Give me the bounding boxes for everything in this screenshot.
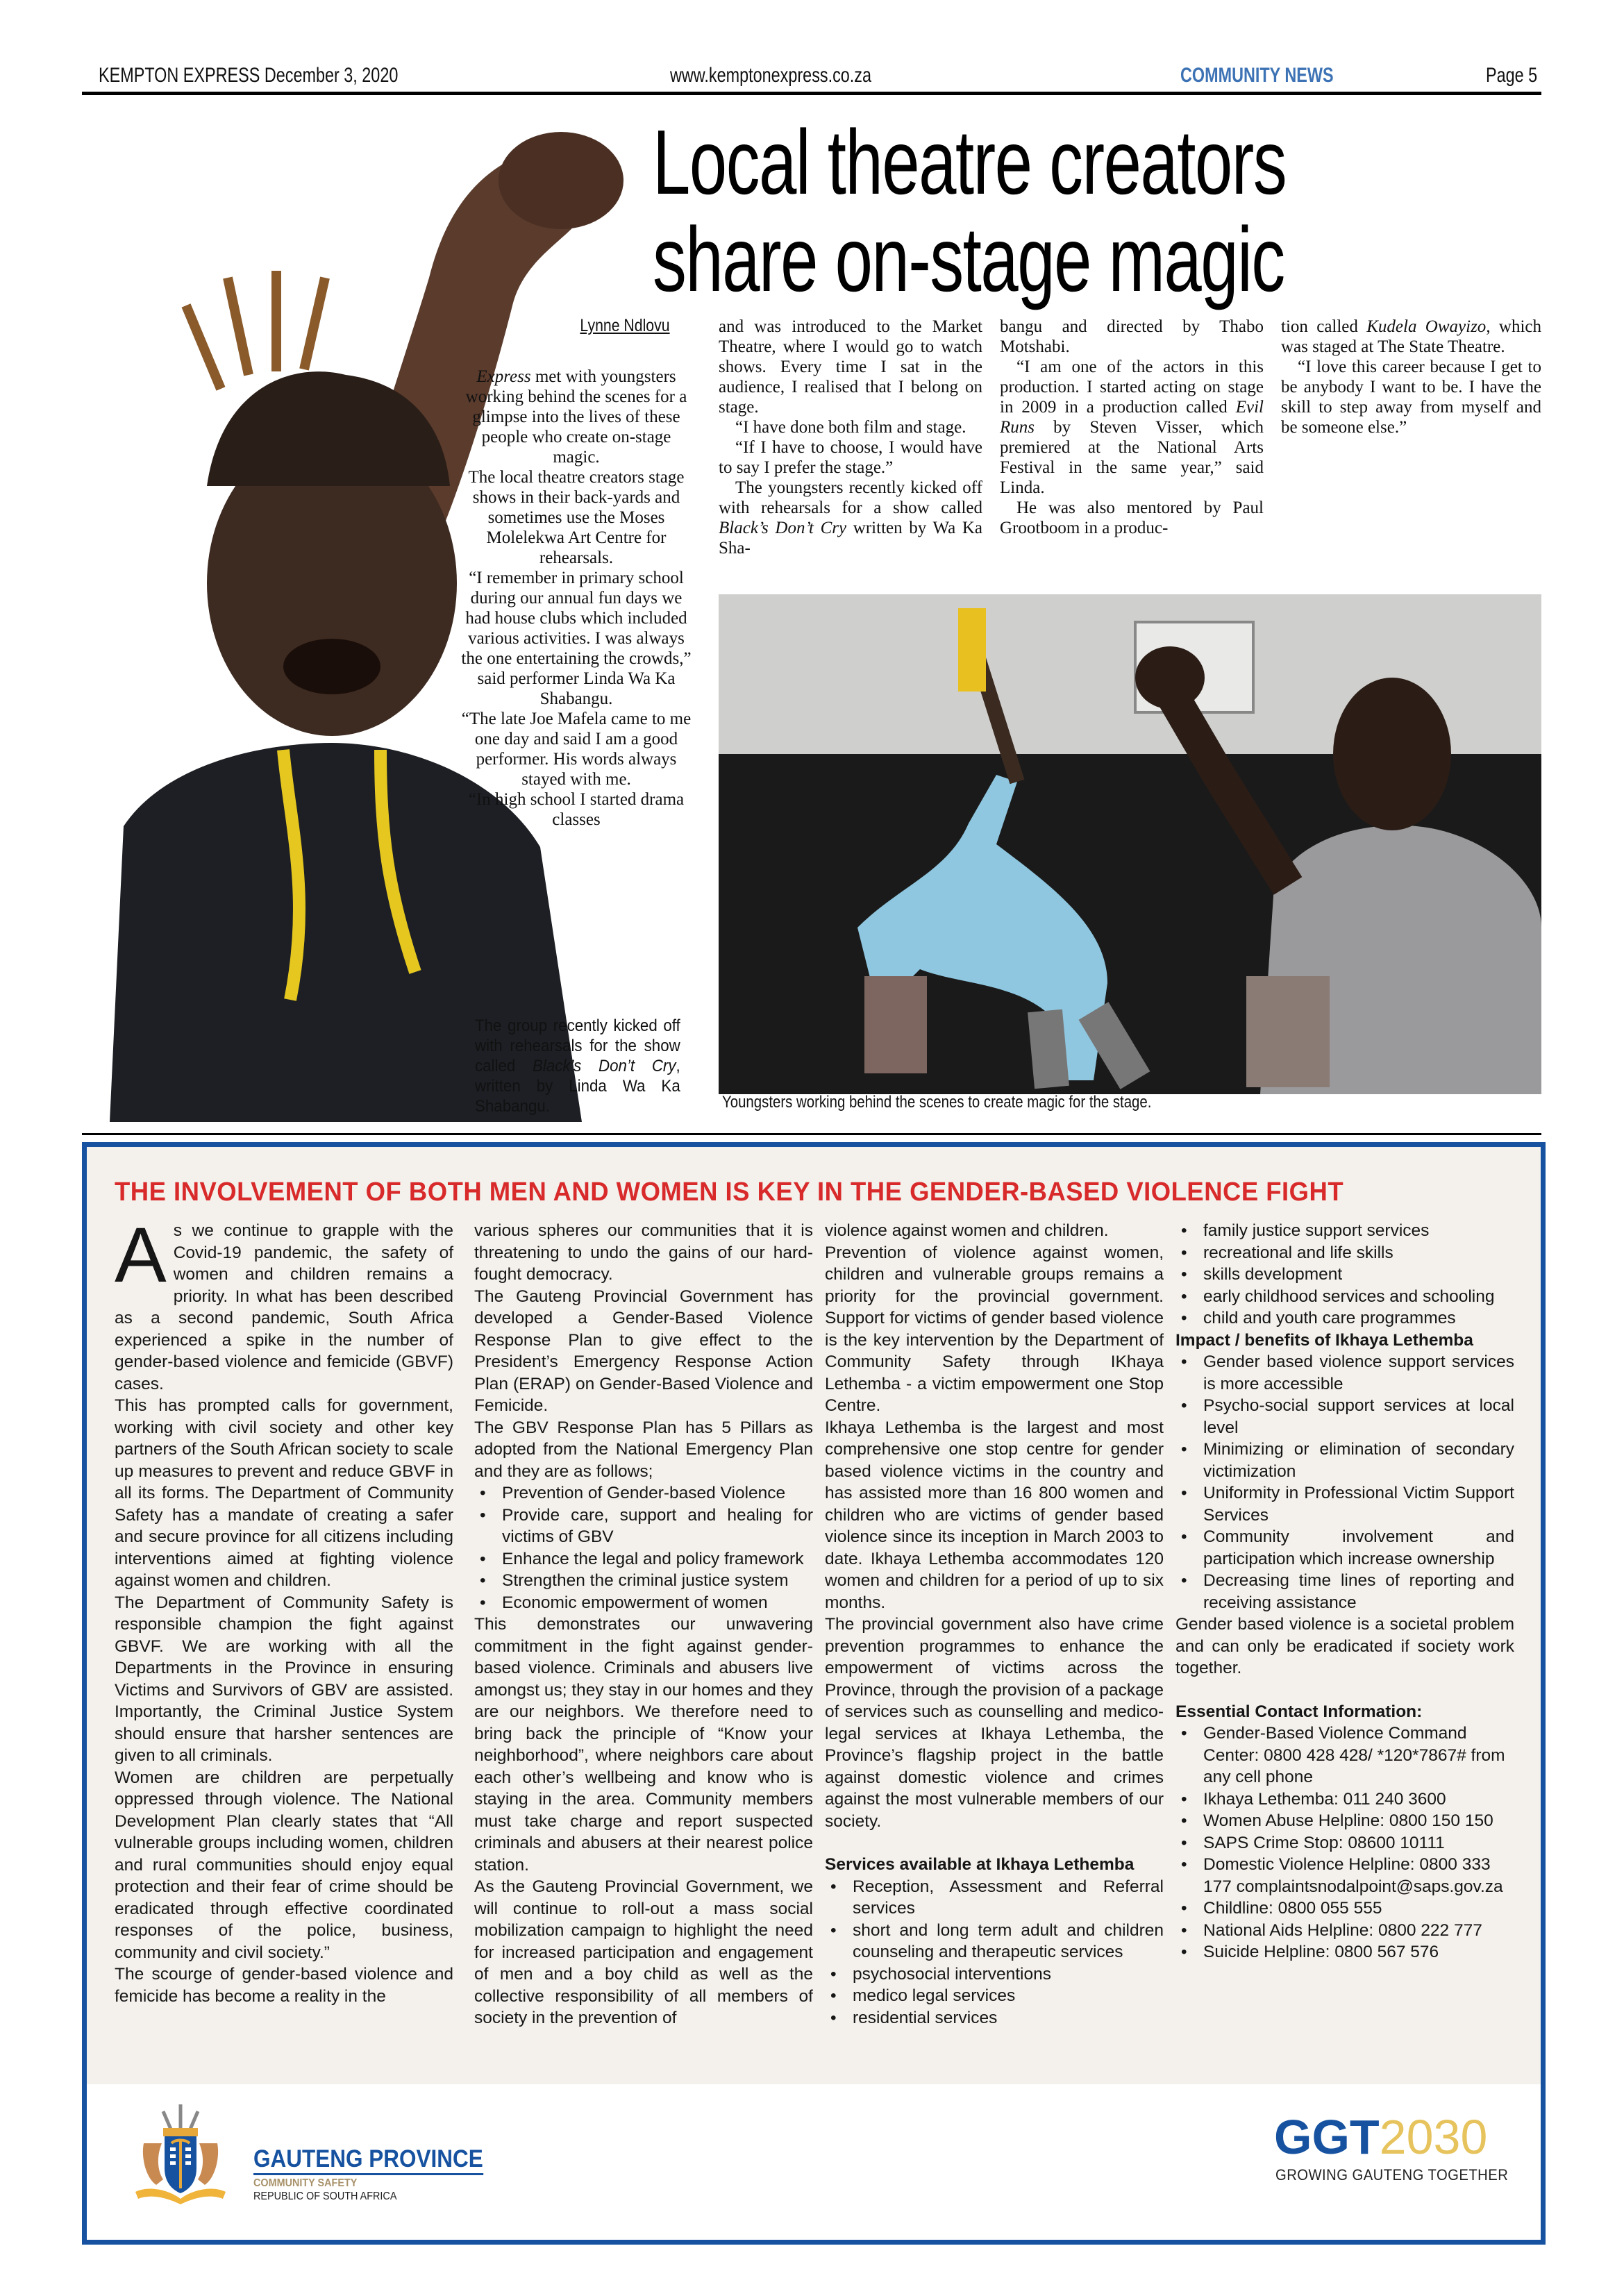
list-item: • Gender based violence support services is more accessible bbox=[1175, 1351, 1514, 1395]
services-list bbox=[825, 1876, 1164, 2029]
list-item: • Enhance the legal and policy framework bbox=[474, 1548, 813, 1570]
byline: Lynne Ndlovu bbox=[580, 316, 670, 335]
advert-column-1 bbox=[115, 1212, 453, 2007]
list-item: • early childhood services and schooling bbox=[1175, 1286, 1514, 1308]
services-list-continued bbox=[1175, 1220, 1514, 1330]
section-label: COMMUNITY NEWS bbox=[1180, 64, 1334, 87]
list-item: • Community involvement and participation which increase ownership bbox=[1175, 1526, 1514, 1570]
text: met with youngsters working behind the scenes for a glimpse into the lives of these people who create on-stage magic. bbox=[465, 367, 687, 467]
paragraph: and was introduced to the Market Theatre, where I would go to watch shows. Every time I sat in the audience, I realised that I belong on stage. bbox=[719, 317, 982, 417]
article-column-1 bbox=[458, 367, 694, 830]
page-number: Page 5 bbox=[1486, 64, 1538, 87]
article-headline bbox=[653, 111, 1287, 310]
paragraph: various spheres our communities that it is threatening to undo the gains of our hard-fought democracy. bbox=[474, 1221, 813, 1284]
paragraph: violence against women and children. bbox=[825, 1221, 1109, 1240]
headline-line-1: Local theatre creators bbox=[653, 111, 1287, 213]
org-country: REPUBLIC OF SOUTH AFRICA bbox=[253, 2190, 397, 2202]
org-title: GAUTENG PROVINCE bbox=[253, 2145, 483, 2175]
list-item: • family justice support services bbox=[1175, 1220, 1514, 1242]
caption-show-title: Black’s Don’t Cry bbox=[533, 1057, 676, 1075]
advert-headline: THE INVOLVEMENT OF BOTH MEN AND WOMEN IS KEY IN THE GENDER-BASED VIOLENCE FIGHT bbox=[115, 1178, 1344, 1207]
paragraph: The Gauteng Provincial Government has developed a Gender-Based Violence Response Plan to give effect to the President’s Emergency Response Action Plan (ERAP) on Gender-Based Violence and Femicide. bbox=[474, 1287, 813, 1415]
paragraph: Prevention of violence against women, children and vulnerable groups remains a priority for the provincial government. Support for victims of gender based violence is the key intervention by the Department of Community Safety through IKhaya Lethemba - a victim empowerment one Stop Centre. bbox=[825, 1243, 1164, 1415]
paragraph: He was also mentored by Paul Grootboom in a produc- bbox=[1000, 498, 1264, 537]
contact-suicide-helpline: • Suicide Helpline: 0800 567 576 bbox=[1175, 1941, 1514, 1963]
paragraph: This has prompted calls for government, working with civil society and other key partners of the South African society to scale up measures to prevent and reduce GBVF in all its forms. The Department of Community Safety has a mandate of creating a safer and secure province for all citizens including interventions aimed at fighting violence against women and children. bbox=[115, 1396, 453, 1590]
contact-women-abuse-helpline: • Women Abuse Helpline: 0800 150 150 bbox=[1175, 1810, 1514, 1832]
text: , which was staged at The State Theatre. bbox=[1281, 317, 1541, 356]
list-item: • Minimizing or elimination of secondary victimization bbox=[1175, 1439, 1514, 1482]
ggt-tagline: GROWING GAUTENG TOGETHER bbox=[1275, 2166, 1509, 2184]
ggt-year: 2030 bbox=[1379, 2110, 1488, 2164]
header-rule bbox=[82, 92, 1541, 95]
ggt-text: GGT bbox=[1274, 2110, 1380, 2164]
text: The youngsters recently kicked off with rehearsals for a show called bbox=[719, 478, 982, 517]
contacts-heading: Essential Contact Information: bbox=[1175, 1702, 1423, 1721]
paragraph: The provincial government also have crime prevention programmes to enhance the empowerment of victims across the Province, through the provision of a package of services such as counselling and medico-legal services at Ikhaya Lethemba, the Province’s flagship project in the battle against domestic violence and crimes against the most vulnerable members of our society. bbox=[825, 1615, 1164, 1831]
contacts-list bbox=[1175, 1723, 1514, 1963]
list-item: • Economic empowerment of women bbox=[474, 1592, 813, 1614]
paragraph: “If I have to choose, I would have to say I prefer the stage.” bbox=[719, 438, 982, 477]
paragraph: “In high school I started drama classes bbox=[468, 790, 685, 829]
paragraph: “I remember in primary school during our annual fun days we had house clubs which included various activities. I was always the one entertaining the crowds,” said performer Linda Wa Ka Shabangu. bbox=[461, 569, 692, 708]
paragraph bbox=[719, 478, 982, 558]
list-item: • Strengthen the criminal justice system bbox=[474, 1570, 813, 1592]
list-item: • Reception, Assessment and Referral services bbox=[825, 1876, 1164, 1920]
closing-paragraph: Gender based violence is a societal problem and can only be eradicated if society work together. bbox=[1175, 1615, 1514, 1677]
contact-gbv-command-center: • Gender-Based Violence Command Center: 0800 428 428/ *120*7867# from any cell phone bbox=[1175, 1723, 1514, 1788]
italic-text: Express bbox=[476, 367, 531, 386]
list-item: • skills development bbox=[1175, 1264, 1514, 1286]
drop-cap: A bbox=[115, 1212, 167, 1298]
headline-line-2: share on-stage magic bbox=[653, 208, 1284, 310]
list-item: • Prevention of Gender-based Violence bbox=[474, 1482, 813, 1505]
paragraph: Women are children are perpetually oppressed through violence. The National Development Plan clearly states that “All vulnerable groups including women, children and rural communities should enjoy equal protection and their fear of crime should be eradicated through effective coordinated responses of the police, business, community and civil society.” bbox=[115, 1768, 453, 1962]
list-item: • Decreasing time lines of reporting and receiving assistance bbox=[1175, 1570, 1514, 1614]
paragraph: bangu and directed by Thabo Motshabi. bbox=[1000, 317, 1264, 356]
paragraph bbox=[458, 367, 694, 467]
contact-childline: • Childline: 0800 055 555 bbox=[1175, 1897, 1514, 1920]
spacer bbox=[825, 1832, 1164, 1854]
contact-national-aids-helpline: • National Aids Helpline: 0800 222 777 bbox=[1175, 1920, 1514, 1942]
paragraph: “The late Joe Mafela came to me one day and said I am a good performer. His words always stayed with me. bbox=[461, 710, 692, 789]
list-item: • residential services bbox=[825, 2007, 1164, 2029]
rehearsal-illustration bbox=[719, 594, 1541, 1094]
spacer bbox=[1175, 1679, 1514, 1701]
gbv-advert bbox=[82, 1142, 1546, 2245]
list-item: • psychosocial interventions bbox=[825, 1963, 1164, 1986]
text: written by Wa Ka Sha- bbox=[719, 519, 983, 558]
paragraph: “I have done both film and stage. bbox=[735, 418, 966, 437]
list-item: • child and youth care programmes bbox=[1175, 1307, 1514, 1330]
advert-column-3 bbox=[825, 1220, 1164, 2029]
photo-rehearsal bbox=[719, 594, 1541, 1094]
text: “I am one of the actors in this production. I started acting on stage in 2009 in a production called bbox=[1000, 358, 1264, 417]
list-item: • short and long term adult and children counseling and therapeutic services bbox=[825, 1920, 1164, 1963]
coat-of-arms-icon bbox=[128, 2102, 233, 2206]
show-title: Evil Runs bbox=[1000, 398, 1264, 437]
photo-caption-left bbox=[475, 1016, 680, 1116]
text: tion called bbox=[1281, 317, 1367, 336]
article-column-4 bbox=[1281, 317, 1541, 437]
paragraph: The scourge of gender-based violence and femicide has become a reality in the bbox=[115, 1965, 453, 2006]
paragraph: The Department of Community Safety is responsible champion the fight against GBVF. We are working with all the Departments in the Province in ensuring Victims and Survivors of GBV are assisted. Importantly, the Criminal Justice System should ensure that harsher sentences are given to all criminals. bbox=[115, 1593, 453, 1765]
show-title: Black’s Don’t Cry bbox=[719, 519, 847, 537]
website-link[interactable]: www.kemptonexpress.co.za bbox=[670, 64, 872, 87]
text: s we continue to grapple with the Covid-19 pandemic, the safety of women and children remains a priority. In what has been described as a second pandemic, South Africa experienced a spike in the number of gender-based violence and femicide (GBVF) cases. bbox=[115, 1221, 453, 1393]
paragraph bbox=[1281, 317, 1541, 357]
paragraph: Ikhaya Lethemba is the largest and most comprehensive one stop centre for gender based violence victims in the country and has assisted more than 16 800 women and children who are victims of gender based violence since its inception in March 2003 to date. Ikhaya Lethemba accommodates 120 women and children for a period of up to six months. bbox=[825, 1418, 1164, 1612]
caption-text: , written by Linda Wa Ka Shabangu. bbox=[475, 1057, 680, 1116]
caption-text: The group recently kicked off with rehearsals for the show called bbox=[475, 1016, 680, 1075]
list-item: • Provide care, support and healing for victims of GBV bbox=[474, 1505, 813, 1548]
paragraph: The local theatre creators stage shows in their back-yards and sometimes use the Moses Molelekwa Art Centre for rehearsals. bbox=[468, 468, 685, 567]
paragraph: This demonstrates our unwavering commitment in the fight against gender-based violence. Criminals and abusers live amongst us; they stay in our homes and they are our neighbors. We therefore need to bring back the principle of “Know your neighborhood”, where neighbors care about each other’s wellbeing and know who is staying in the area. Community members must take charge and report suspected criminals and abusers at their nearest police station. bbox=[474, 1615, 813, 1875]
ggt2030-logo bbox=[1274, 2112, 1487, 2162]
paragraph bbox=[1000, 357, 1264, 498]
impact-heading: Impact / benefits of Ikhaya Lethemba bbox=[1175, 1330, 1473, 1350]
contact-ikhaya-lethemba: • Ikhaya Lethemba: 011 240 3600 bbox=[1175, 1788, 1514, 1811]
services-heading: Services available at Ikhaya Lethemba bbox=[825, 1855, 1135, 1874]
paragraph bbox=[115, 1212, 453, 1395]
advert-column-2 bbox=[474, 1220, 813, 2029]
contact-saps-crime-stop: • SAPS Crime Stop: 08600 10111 bbox=[1175, 1832, 1514, 1854]
org-department: COMMUNITY SAFETY bbox=[253, 2177, 358, 2189]
list-item: • Psycho-social support services at local level bbox=[1175, 1395, 1514, 1439]
article-column-2 bbox=[719, 317, 982, 558]
paragraph: The GBV Response Plan has 5 Pillars as adopted from the National Emergency Plan and they are as follows; bbox=[474, 1418, 813, 1481]
advert-column-4 bbox=[1175, 1220, 1514, 1963]
article-column-3 bbox=[1000, 317, 1264, 538]
section-divider bbox=[82, 1133, 1541, 1135]
list-item: • medico legal services bbox=[825, 1985, 1164, 2007]
list-item: • Uniformity in Professional Victim Support Services bbox=[1175, 1482, 1514, 1526]
photo-caption-right: Youngsters working behind the scenes to create magic for the stage. bbox=[722, 1093, 1152, 1112]
show-title: Kudela Owayizo bbox=[1366, 317, 1487, 336]
advert-footer bbox=[87, 2084, 1541, 2240]
pillars-list bbox=[474, 1482, 813, 1614]
publication-date: KEMPTON EXPRESS December 3, 2020 bbox=[99, 64, 399, 87]
contact-domestic-violence-helpline: • Domestic Violence Helpline: 0800 333 177 complaintsnodalpoint@saps.gov.za bbox=[1175, 1854, 1514, 1897]
impact-list bbox=[1175, 1351, 1514, 1614]
text: by Steven Visser, which premiered at the National Arts Festival in the same year,” said Linda. bbox=[1000, 418, 1264, 497]
paragraph: As the Gauteng Provincial Government, we will continue to roll-out a mass social mobilization campaign to highlight the need for increased participation and engagement of men and a boy child as well as the collective responsibility of all members of society in the prevention of bbox=[474, 1877, 813, 2027]
paragraph: “I love this career because I get to be anybody I want to be. I have the skill to step away from myself and be someone else.” bbox=[1281, 358, 1541, 437]
list-item: • recreational and life skills bbox=[1175, 1242, 1514, 1264]
